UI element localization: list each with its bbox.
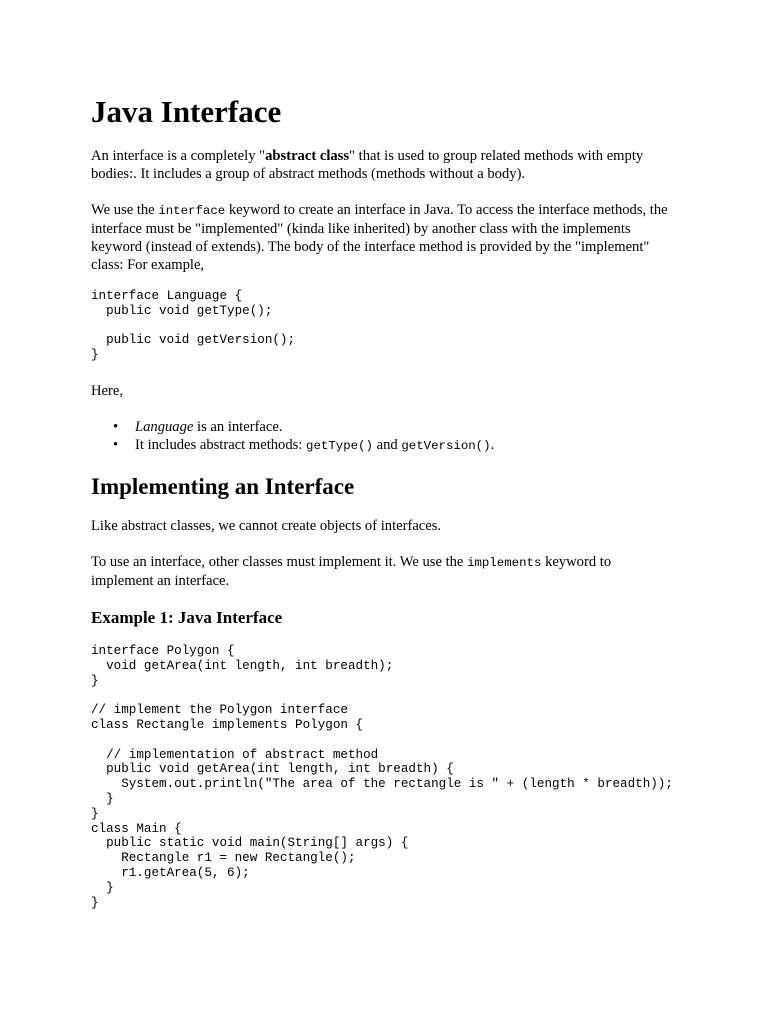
code-block-language: interface Language { public void getType(); public void getVersion(); } — [91, 289, 296, 363]
section2-paragraph-2 — [91, 553, 676, 590]
here-label: Here, — [91, 383, 124, 399]
section2-p2-text-b: keyword to implement an interface. — [91, 554, 612, 589]
section2-p2-code: implements — [467, 556, 542, 570]
intro-p2-code: interface — [158, 204, 226, 218]
bullet-icon: • — [113, 419, 119, 435]
bullet-2-text-b: and — [372, 437, 402, 453]
bullet-2-text-c: . — [490, 437, 495, 453]
section-heading-implementing: Implementing an Interface — [91, 474, 355, 499]
list-item — [91, 436, 676, 455]
intro-p1-bold: abstract class — [265, 148, 350, 164]
bullet-icon: • — [113, 437, 119, 453]
bullet-2-text-a: It includes abstract methods: — [135, 437, 307, 453]
intro-p1-text-b: " that is used to group related methods with empty bodies:. It includes a group of abstract methods (methods without a body). — [91, 148, 644, 182]
intro-p2-text-b: keyword to create an interface in Java. To access the interface methods, the interface must be "implemented" (kinda like inherited) by another class with the implements keyword (instead of extends). The body of the interface method is provided by the "implement" class: For example, — [91, 202, 668, 273]
intro-paragraph-1 — [91, 147, 676, 183]
intro-p2-text-a: We use the — [91, 202, 159, 218]
section2-paragraph-1: Like abstract classes, we cannot create objects of interfaces. — [91, 518, 442, 534]
bullet-2-code-2: getVersion() — [401, 439, 491, 453]
bullet-2-code-1: getType() — [306, 439, 373, 453]
page-title: Java Interface — [91, 94, 282, 129]
example-1-heading: Example 1: Java Interface — [91, 608, 283, 627]
bullet-1-italic: Language — [135, 419, 194, 435]
list-item — [91, 418, 676, 436]
code-block-example-1: interface Polygon { void getArea(int length, int breadth); } // implement the Polygon interface class Rectangle implements Polygon { // implementation of abstract method public void getArea(int length, int breadth) { System.out.println("The area of the rectangle is " + (length * breadth)); } } class Main { public static void main(String[] args) { Rectangle r1 = new Rectangle(); r1.getArea(5, 6); } } — [91, 644, 673, 910]
bullet-1-text: is an interface. — [193, 419, 283, 435]
intro-p1-text-a: An interface is a completely " — [91, 148, 266, 164]
bullet-list — [91, 418, 676, 455]
section2-p2-text-a: To use an interface, other classes must implement it. We use the — [91, 554, 468, 570]
intro-paragraph-2 — [91, 201, 676, 274]
